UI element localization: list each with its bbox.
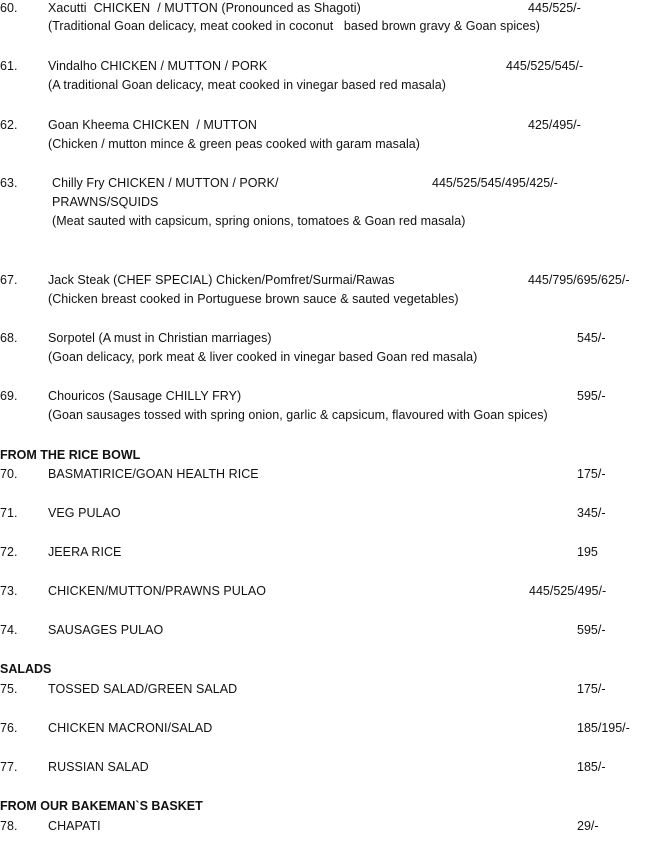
item-name: SAUSAGES PULAO — [48, 623, 164, 637]
item-name: CHICKEN MACRONI/SALAD — [48, 721, 213, 735]
item-price: 29/- — [577, 819, 599, 833]
item-name: Sorpotel (A must in Christian marriages) — [48, 331, 272, 345]
item-number: 62. — [0, 118, 18, 132]
item-number: 76. — [0, 721, 18, 735]
item-price: 445/525/545/495/425/- — [432, 176, 558, 190]
item-description: (Traditional Goan delicacy, meat cooked in coconut based brown gravy & Goan spices) — [48, 19, 540, 33]
item-price: 595/- — [577, 623, 606, 637]
item-name: Vindalho CHICKEN / MUTTON / PORK — [48, 59, 268, 73]
item-price: 185/- — [577, 760, 606, 774]
item-name: Chilly Fry CHICKEN / MUTTON / PORK/ — [52, 176, 279, 190]
item-description: (A traditional Goan delicacy, meat cooked in vinegar based red masala) — [48, 78, 446, 92]
section-heading: SALADS — [0, 662, 52, 676]
item-name: TOSSED SALAD/GREEN SALAD — [48, 682, 238, 696]
item-number: 78. — [0, 819, 18, 833]
item-name: BASMATIRICE/GOAN HEALTH RICE — [48, 467, 259, 481]
item-name: Chouricos (Sausage CHILLY FRY) — [48, 389, 242, 403]
item-description: (Chicken / mutton mince & green peas cooked with garam masala) — [48, 137, 421, 151]
item-number: 68. — [0, 331, 18, 345]
item-name: CHAPATI — [48, 819, 101, 833]
item-number: 77. — [0, 760, 18, 774]
item-name: Xacutti CHICKEN / MUTTON (Pronounced as Shagoti) — [48, 1, 361, 15]
item-number: 71. — [0, 506, 18, 520]
item-price: 445/525/545/- — [506, 59, 584, 73]
item-description: (Goan delicacy, pork meat & liver cooked in vinegar based Goan red masala) — [48, 350, 478, 364]
item-number: 75. — [0, 682, 18, 696]
item-description: (Goan sausages tossed with spring onion, garlic & capsicum, flavoured with Goan spices) — [48, 408, 548, 422]
item-name: RUSSIAN SALAD — [48, 760, 149, 774]
item-name: CHICKEN/MUTTON/PRAWNS PULAO — [48, 584, 267, 598]
item-number: 70. — [0, 467, 18, 481]
item-name-continued: PRAWNS/SQUIDS — [52, 195, 159, 209]
section-heading: FROM THE RICE BOWL — [0, 448, 141, 462]
item-name: Jack Steak (CHEF SPECIAL) Chicken/Pomfret/Surmai/Rawas — [48, 273, 395, 287]
item-price: 445/795/695/625/- — [528, 273, 630, 287]
item-name: JEERA RICE — [48, 545, 122, 559]
section-heading: FROM OUR BAKEMAN`S BASKET — [0, 799, 203, 813]
item-number: 69. — [0, 389, 18, 403]
item-name: VEG PULAO — [48, 506, 121, 520]
item-number: 67. — [0, 273, 18, 287]
item-number: 72. — [0, 545, 18, 559]
item-number: 60. — [0, 1, 18, 15]
item-price: 425/495/- — [528, 118, 581, 132]
item-name: Goan Kheema CHICKEN / MUTTON — [48, 118, 257, 132]
item-price: 185/195/- — [577, 721, 630, 735]
item-price: 595/- — [577, 389, 606, 403]
item-number: 73. — [0, 584, 18, 598]
item-number: 74. — [0, 623, 18, 637]
item-price: 175/- — [577, 682, 606, 696]
item-price: 445/525/495/- — [529, 584, 607, 598]
item-number: 63. — [0, 176, 18, 190]
item-price: 195 — [577, 545, 598, 559]
item-number: 61. — [0, 59, 18, 73]
item-price: 175/- — [577, 467, 606, 481]
item-description: (Meat sauted with capsicum, spring onions, tomatoes & Goan red masala) — [52, 214, 466, 228]
item-price: 445/525/- — [528, 1, 581, 15]
item-price: 345/- — [577, 506, 606, 520]
item-description: (Chicken breast cooked in Portuguese brown sauce & sauted vegetables) — [48, 292, 459, 306]
item-price: 545/- — [577, 331, 606, 345]
